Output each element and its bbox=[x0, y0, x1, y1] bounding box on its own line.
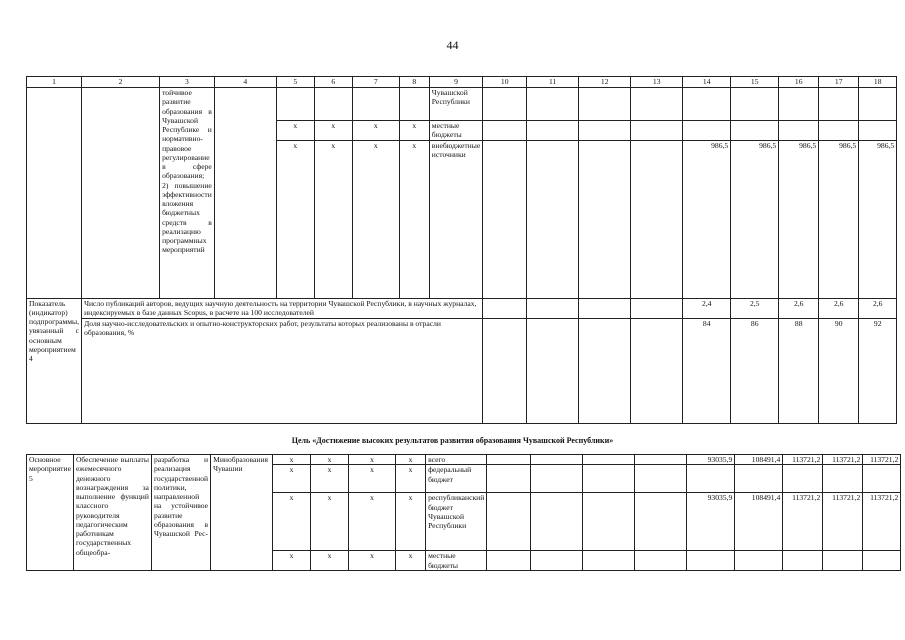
program-table bbox=[26, 76, 897, 424]
task-description: тойчивое развитие образования в Чувашской Республике и нормативно-правовое регулирование в сфере образования; 2) повышение эффективности вложения бюджетных средств в реализацию программных мероприятий bbox=[160, 88, 215, 299]
mark-cell bbox=[314, 88, 352, 121]
value-cell bbox=[783, 465, 823, 493]
mark-cell: х bbox=[349, 465, 396, 493]
mark-cell: х bbox=[396, 465, 426, 493]
funding-source: местные бюджеты bbox=[429, 121, 482, 141]
value-cell: 986,5 bbox=[731, 140, 779, 298]
value-cell: 986,5 bbox=[819, 140, 859, 298]
mark-cell: х bbox=[349, 493, 396, 551]
value-cell bbox=[779, 121, 819, 141]
header-cell: 17 bbox=[819, 77, 859, 88]
value-cell: 108491,4 bbox=[735, 455, 783, 465]
header-cell: 9 bbox=[429, 77, 482, 88]
value-cell: 113721,2 bbox=[863, 493, 901, 551]
funding-source: всего bbox=[426, 455, 487, 465]
value-cell bbox=[735, 551, 783, 571]
mark-cell: х bbox=[399, 121, 429, 141]
mark-cell: х bbox=[396, 551, 426, 571]
indicator-row bbox=[27, 318, 897, 423]
header-cell: 4 bbox=[214, 77, 276, 88]
value-cell: 90 bbox=[819, 318, 859, 423]
header-cell: 14 bbox=[683, 77, 731, 88]
funding-source: федеральный бюджет bbox=[426, 465, 487, 493]
value-cell bbox=[819, 88, 859, 121]
mark-cell: х bbox=[396, 455, 426, 465]
value-cell bbox=[683, 88, 731, 121]
value-cell: 92 bbox=[859, 318, 897, 423]
responsible-executor: Минобразования Чувашии bbox=[211, 455, 273, 571]
header-row bbox=[27, 77, 897, 88]
indicator-text: Число публикаций авторов, ведущих научную деятельность на территории Чувашской Республики, в научных журналах, индексируемых в базе данных Scopus, в расчете на 100 исследователей bbox=[82, 298, 483, 318]
value-cell: 113721,2 bbox=[863, 455, 901, 465]
mark-cell bbox=[276, 88, 314, 121]
funding-row bbox=[27, 88, 897, 121]
indicator-label: Показатель (индикатор) подпрограммы, увязанный с основным мероприятием 4 bbox=[27, 298, 82, 423]
value-cell: 93035,9 bbox=[687, 493, 735, 551]
value-cell: 84 bbox=[683, 318, 731, 423]
mark-cell: х bbox=[276, 140, 314, 298]
value-cell: 88 bbox=[779, 318, 819, 423]
mark-cell: х bbox=[276, 121, 314, 141]
mark-cell: х bbox=[311, 493, 349, 551]
value-cell: 2,6 bbox=[819, 298, 859, 318]
funding-row bbox=[27, 455, 901, 465]
header-cell: 8 bbox=[399, 77, 429, 88]
funding-source: республиканский бюджет Чувашской Республики bbox=[426, 493, 487, 551]
value-cell: 2,5 bbox=[731, 298, 779, 318]
value-cell: 2,6 bbox=[779, 298, 819, 318]
value-cell bbox=[819, 121, 859, 141]
empty-cell bbox=[27, 88, 82, 299]
measure-title: Обеспечение выплаты ежемесячного денежного вознаграждения за выполнение функций классного руководителя педагогическим работникам государственных общеобра- bbox=[73, 455, 151, 571]
value-cell: 113721,2 bbox=[783, 455, 823, 465]
value-cell bbox=[823, 551, 863, 571]
mark-cell: х bbox=[396, 493, 426, 551]
value-cell bbox=[731, 88, 779, 121]
value-cell: 93035,9 bbox=[687, 455, 735, 465]
value-cell: 113721,2 bbox=[783, 493, 823, 551]
funding-source: Чувашской Республики bbox=[429, 88, 482, 121]
mark-cell: х bbox=[273, 455, 311, 465]
mark-cell: х bbox=[314, 140, 352, 298]
mark-cell: х bbox=[349, 551, 396, 571]
value-cell: 986,5 bbox=[859, 140, 897, 298]
value-cell bbox=[687, 551, 735, 571]
value-cell: 986,5 bbox=[683, 140, 731, 298]
value-cell bbox=[687, 465, 735, 493]
value-cell bbox=[863, 551, 901, 571]
indicator-row bbox=[27, 298, 897, 318]
mark-cell bbox=[352, 88, 399, 121]
measure-task: разработка и реализация государственной политики, направленной на устойчивое развитие образования в Чувашской Рес- bbox=[151, 455, 210, 571]
header-cell: 11 bbox=[527, 77, 579, 88]
value-cell bbox=[779, 88, 819, 121]
value-cell: 113721,2 bbox=[823, 455, 863, 465]
value-cell: 2,4 bbox=[683, 298, 731, 318]
mark-cell bbox=[399, 88, 429, 121]
value-cell: 2,6 bbox=[859, 298, 897, 318]
mark-cell: х bbox=[352, 121, 399, 141]
value-cell bbox=[731, 121, 779, 141]
header-cell: 16 bbox=[779, 77, 819, 88]
header-cell: 2 bbox=[82, 77, 160, 88]
measure-table bbox=[26, 454, 901, 571]
value-cell bbox=[859, 88, 897, 121]
value-cell bbox=[863, 465, 901, 493]
value-cell bbox=[735, 465, 783, 493]
header-cell: 15 bbox=[731, 77, 779, 88]
mark-cell: х bbox=[273, 493, 311, 551]
header-cell: 5 bbox=[276, 77, 314, 88]
mark-cell: х bbox=[349, 455, 396, 465]
header-cell: 1 bbox=[27, 77, 82, 88]
page-number: 44 bbox=[446, 38, 459, 52]
funding-source: внебюджетные источники bbox=[429, 140, 482, 298]
empty-cell bbox=[82, 88, 160, 299]
goal-heading: Цель «Достижение высоких результатов развития образования Чувашской Республики» bbox=[291, 436, 614, 445]
value-cell bbox=[823, 465, 863, 493]
funding-source: местные бюджеты bbox=[426, 551, 487, 571]
value-cell bbox=[783, 551, 823, 571]
header-cell: 6 bbox=[314, 77, 352, 88]
mark-cell: х bbox=[314, 121, 352, 141]
mark-cell: х bbox=[311, 455, 349, 465]
header-cell: 7 bbox=[352, 77, 399, 88]
mark-cell: х bbox=[273, 551, 311, 571]
value-cell: 86 bbox=[731, 318, 779, 423]
measure-number: Основное мероприятие 5 bbox=[27, 455, 74, 571]
header-cell: 3 bbox=[160, 77, 215, 88]
value-cell: 108491,4 bbox=[735, 493, 783, 551]
value-cell bbox=[683, 121, 731, 141]
header-cell: 12 bbox=[579, 77, 631, 88]
value-cell bbox=[859, 121, 897, 141]
header-cell: 18 bbox=[859, 77, 897, 88]
value-cell: 986,5 bbox=[779, 140, 819, 298]
mark-cell: х bbox=[311, 551, 349, 571]
value-cell: 113721,2 bbox=[823, 493, 863, 551]
header-cell: 10 bbox=[483, 77, 527, 88]
empty-cell bbox=[214, 88, 276, 299]
header-cell: 13 bbox=[631, 77, 683, 88]
indicator-text: Доля научно-исследовательских и опытно-конструкторских работ, результаты которых реализованы в отрасли образования, % bbox=[82, 318, 483, 423]
mark-cell: х bbox=[352, 140, 399, 298]
mark-cell: х bbox=[311, 465, 349, 493]
mark-cell: х bbox=[273, 465, 311, 493]
mark-cell: х bbox=[399, 140, 429, 298]
